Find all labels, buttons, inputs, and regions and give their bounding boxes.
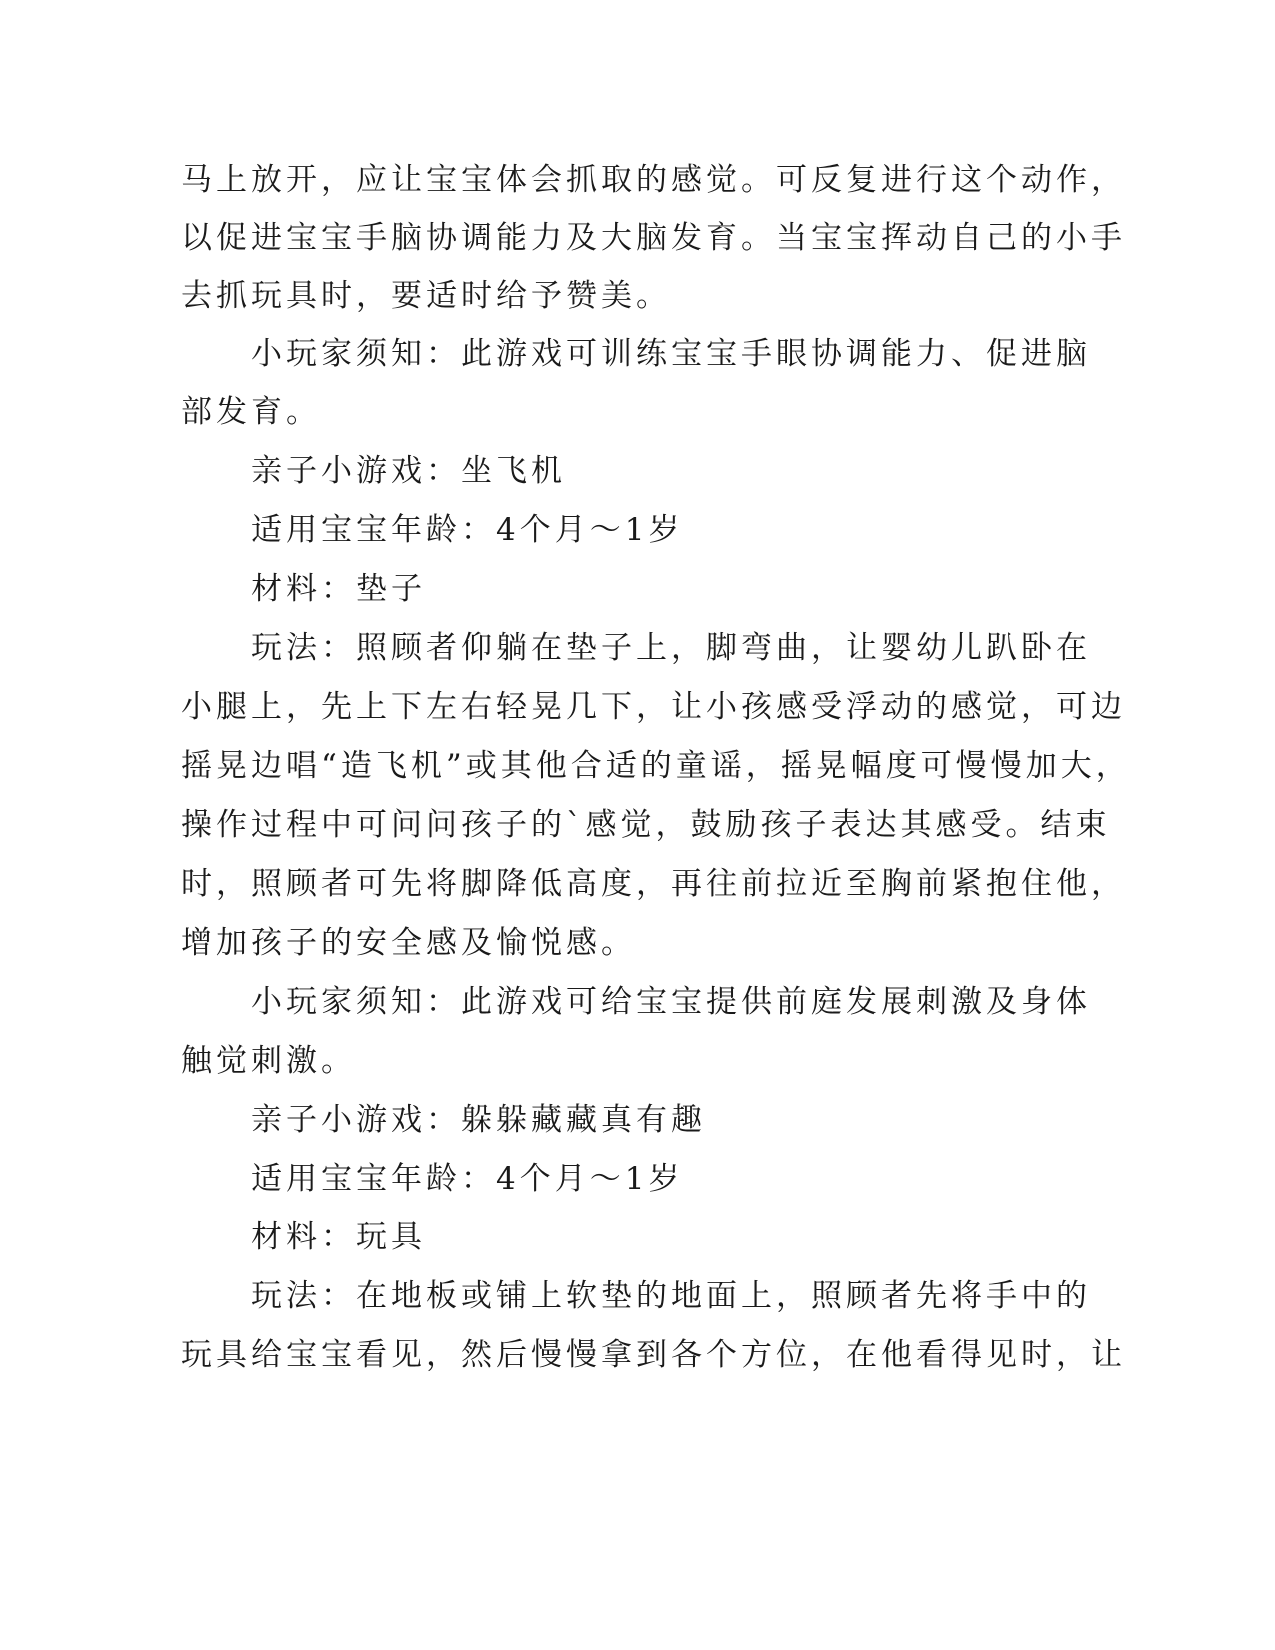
text-line: 时，照顾者可先将脚降低高度，再往前拉近至胸前紧抱住他， xyxy=(181,866,1126,902)
text-line: 以促进宝宝手脑协调能力及大脑发育。当宝宝挥动自己的小手 xyxy=(181,220,1126,256)
materials-line: 材料：玩具 xyxy=(251,1219,426,1255)
paragraph-start-line: 玩法：照顾者仰躺在垫子上，脚弯曲，让婴幼儿趴卧在 xyxy=(251,630,1091,666)
age-line: 适用宝宝年龄：4个月～1岁 xyxy=(251,1161,684,1197)
text-line: 去抓玩具时，要适时给予赞美。 xyxy=(181,278,671,314)
game-title-line: 亲子小游戏：坐飞机 xyxy=(251,453,566,489)
text-line: 玩具给宝宝看见，然后慢慢拿到各个方位，在他看得见时，让 xyxy=(181,1337,1126,1373)
text-line: 部发育。 xyxy=(181,394,321,430)
text-line: 摇晃边唱“造飞机”或其他合适的童谣，摇晃幅度可慢慢加大， xyxy=(181,748,1131,784)
paragraph-start-line: 小玩家须知：此游戏可给宝宝提供前庭发展刺激及身体 xyxy=(251,984,1091,1020)
text-line: 增加孩子的安全感及愉悦感。 xyxy=(181,925,636,961)
paragraph-start-line: 小玩家须知：此游戏可训练宝宝手眼协调能力、促进脑 xyxy=(251,336,1091,372)
game-title-line: 亲子小游戏：躲躲藏藏真有趣 xyxy=(251,1102,706,1138)
text-line: 触觉刺激。 xyxy=(181,1043,356,1079)
text-line: 操作过程中可问问孩子的`感觉，鼓励孩子表达其感受。结束 xyxy=(181,807,1111,843)
text-line: 马上放开，应让宝宝体会抓取的感觉。可反复进行这个动作， xyxy=(181,162,1126,198)
paragraph-start-line: 玩法：在地板或铺上软垫的地面上，照顾者先将手中的 xyxy=(251,1278,1091,1314)
age-line: 适用宝宝年龄：4个月～1岁 xyxy=(251,512,684,548)
materials-line: 材料：垫子 xyxy=(251,571,426,607)
text-line: 小腿上，先上下左右轻晃几下，让小孩感受浮动的感觉，可边 xyxy=(181,689,1126,725)
